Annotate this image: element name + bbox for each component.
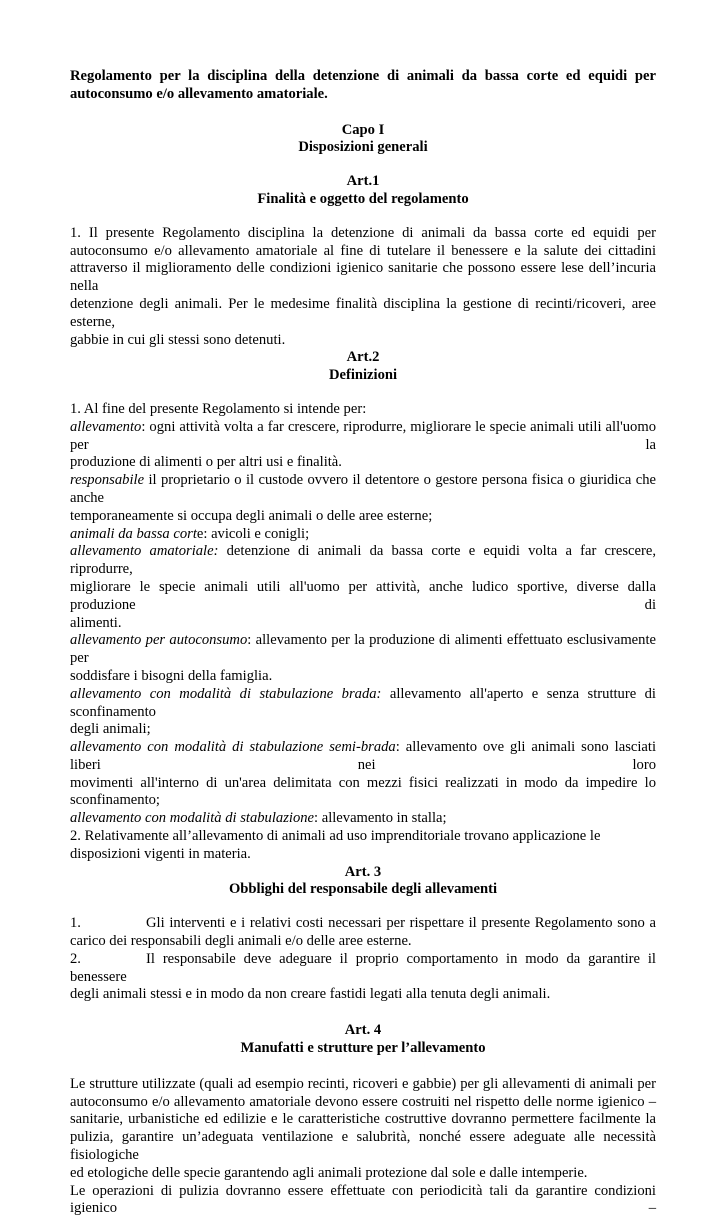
art3-paragraphs	[70, 915, 656, 1004]
art2-intro: 1. Al fine del presente Regolamento si intende per:	[70, 400, 367, 417]
definition-line: allevamento con modalità di stabulazione: allevamento in stalla;	[70, 810, 447, 827]
art3-line: 1. Gli interventi e i relativi costi necessari per rispettare il presente Regolamento sono a	[70, 915, 656, 932]
art4-title: Manufatti e strutture per l’allevamento	[240, 1040, 486, 1057]
definition-line: movimenti all'interno di un'area delimitata con mezzi fisici realizzati in modo da impedire lo	[70, 774, 656, 791]
art3-heading	[70, 864, 656, 900]
definition-line: produzione di alimenti o per altri usi e finalità.	[70, 454, 342, 471]
art4-number: Art. 4	[344, 1022, 382, 1039]
paragraph-number: 2.	[70, 950, 81, 967]
document-page	[70, 68, 656, 1218]
definition-term: allevamento	[70, 418, 142, 435]
art1-number: Art.1	[346, 173, 380, 190]
definition-line: allevamento: ogni attività volta a far crescere, riprodurre, migliorare le specie animali utili all'uomo per la	[70, 418, 656, 453]
paragraph-number: 1.	[70, 915, 81, 932]
definition-line: animali da bassa corte: avicoli e conigli;	[70, 525, 310, 542]
art4-line: Le strutture utilizzate (quali ad esempio recinti, ricoveri e gabbie) per gli allevamenti di animali per	[70, 1075, 656, 1092]
definition-line: allevamento amatoriale: detenzione di animali da bassa corte e equidi volta a far crescere, riprodurre,	[70, 543, 656, 578]
art4-heading	[70, 1022, 656, 1058]
definition-term: allevamento con modalità di stabulazione semi-brada	[70, 739, 396, 756]
art2-definitions	[70, 401, 656, 864]
definition-term: responsabile	[70, 472, 145, 489]
art2-heading	[70, 349, 656, 385]
definition-line: allevamento con modalità di stabulazione brada: allevamento all'aperto e senza strutture di sconfinamento	[70, 685, 656, 720]
art1-paragraph	[70, 225, 656, 350]
definition-line: sconfinamento;	[70, 792, 160, 809]
art4-paragraph	[70, 1076, 656, 1218]
definition-term: animali da bassa cort	[70, 525, 197, 542]
art3-number: Art. 3	[344, 863, 382, 880]
art4-line: Le operazioni di pulizia dovranno essere effettuate con periodicità tali da garantire condizioni igienico –	[70, 1182, 656, 1217]
art3-title: Obblighi del responsabile degli allevamenti	[228, 881, 498, 898]
capo-heading	[70, 122, 656, 158]
art1-title: Finalità e oggetto del regolamento	[257, 190, 469, 207]
definition-line: allevamento con modalità di stabulazione semi-brada: allevamento ove gli animali sono lasciati liberi nei loro	[70, 739, 657, 773]
title-line: Regolamento per la disciplina della detenzione di animali da bassa corte ed equidi per	[70, 68, 656, 84]
art1-heading	[70, 173, 656, 209]
art3-line: degli animali stessi e in modo da non creare fastidi legati alla tenuta degli animali.	[70, 986, 551, 1003]
art1-line: autoconsumo e/o allevamento amatoriale al fine di tutelare il benessere e la salute dei cittadini	[70, 242, 656, 259]
definition-line: allevamento per autoconsumo: allevamento per la produzione di alimenti effettuato esclusivamente per	[70, 632, 656, 667]
definition-line: migliorare le specie animali utili all'uomo per attività, anche ludico sportive, diverse dalla produzione di	[70, 578, 656, 613]
title-line: autoconsumo e/o allevamento amatoriale.	[70, 85, 328, 102]
capo-number: Capo I	[341, 121, 385, 138]
definition-term: allevamento per autoconsumo	[70, 632, 248, 649]
art2-paragraph-2-line: disposizioni vigenti in materia.	[70, 845, 251, 862]
art4-line: autoconsumo e/o allevamento amatoriale devono essere costruiti nel rispetto delle norme igienico –	[70, 1093, 656, 1110]
art1-line: detenzione degli animali. Per le medesime finalità disciplina la gestione di recinti/ricoveri, aree esterne,	[70, 295, 656, 330]
art3-line: 2. Il responsabile deve adeguare il proprio comportamento in modo da garantire il benessere	[70, 950, 656, 985]
art1-line: attraverso il miglioramento delle condizioni igienico sanitarie che possono essere lese dell’incuria nella	[70, 260, 656, 295]
capo-title: Disposizioni generali	[298, 139, 428, 156]
art4-line: sanitarie, urbanistiche ed edilizie e le caratteristiche costruttive dovranno permettere facilmente la	[70, 1111, 656, 1128]
definition-term: allevamento con modalità di stabulazione	[70, 810, 315, 827]
art1-line: 1. Il presente Regolamento disciplina la detenzione di animali da bassa corte ed equidi per	[70, 224, 656, 241]
art4-line: ed etologiche delle specie garantendo agli animali protezione dal sole e dalle intemperie.	[70, 1164, 588, 1181]
art1-line: gabbie in cui gli stessi sono detenuti.	[70, 331, 286, 348]
art2-number: Art.2	[346, 349, 380, 366]
art2-title: Definizioni	[328, 367, 398, 384]
art4-line: pulizia, garantire un’adeguata ventilazione e salubrità, nonché essere adeguate alle necessità fisiologiche	[70, 1129, 656, 1164]
definition-line: soddisfare i bisogni della famiglia.	[70, 667, 273, 684]
definition-line: alimenti.	[70, 614, 122, 631]
definition-line: responsabile il proprietario o il custode ovvero il detentore o gestore persona fisica o giuridica che anche	[70, 472, 656, 506]
definition-line: temporaneamente si occupa degli animali o delle aree esterne;	[70, 507, 433, 524]
definition-line: degli animali;	[70, 721, 151, 738]
art3-line: carico dei responsabili degli animali e/o delle aree esterne.	[70, 933, 412, 950]
document-title	[70, 68, 656, 104]
definition-term: allevamento amatoriale:	[70, 543, 219, 560]
definition-term: allevamento con modalità di stabulazione brada:	[70, 685, 382, 702]
art2-paragraph-2-line: 2. Relativamente all’allevamento di animali ad uso imprenditoriale trovano applicazione le	[70, 828, 601, 845]
